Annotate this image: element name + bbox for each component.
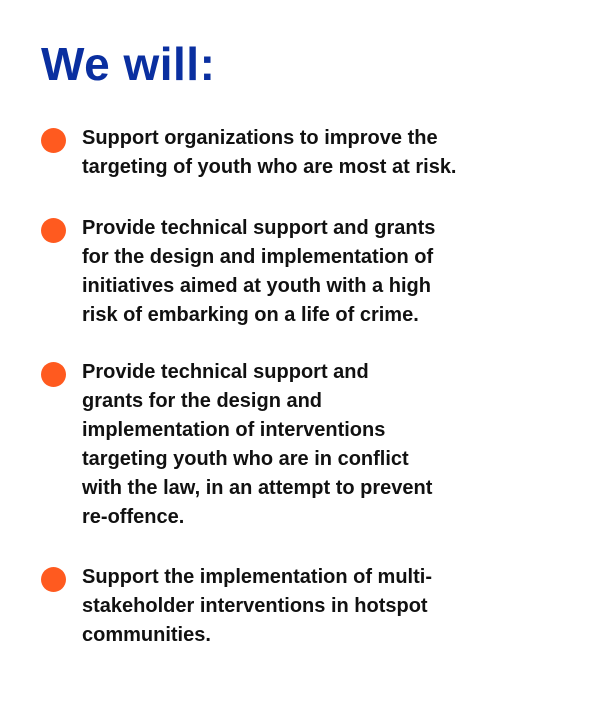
page-title: We will: — [41, 38, 216, 90]
text-line: re-offence. — [82, 506, 185, 528]
list-item-text — [82, 214, 542, 330]
text-line: for the design and implementation of — [82, 246, 434, 268]
text-line: Provide technical support and grants — [82, 217, 436, 239]
text-line: initiatives aimed at youth with a high — [82, 275, 431, 297]
text-line: implementation of interventions — [82, 419, 386, 441]
text-line: targeting of youth who are most at risk. — [82, 156, 457, 178]
text-line: Support organizations to improve the — [82, 127, 438, 149]
text-line: targeting youth who are in conflict — [82, 448, 409, 470]
bullet-dot-icon — [41, 567, 66, 592]
text-line: Support the implementation of multi- — [82, 566, 432, 588]
text-line: with the law, in an attempt to prevent — [82, 477, 433, 499]
list-item-text — [82, 563, 542, 650]
text-line: stakeholder interventions in hotspot — [82, 595, 428, 617]
text-line: risk of embarking on a life of crime. — [82, 304, 419, 326]
text-line: Provide technical support and — [82, 361, 369, 383]
bullet-dot-icon — [41, 218, 66, 243]
list-item-text — [82, 358, 542, 532]
list-item-text — [82, 124, 542, 182]
text-line: grants for the design and — [82, 390, 323, 412]
bullet-dot-icon — [41, 362, 66, 387]
text-line: communities. — [82, 624, 211, 646]
bullet-dot-icon — [41, 128, 66, 153]
